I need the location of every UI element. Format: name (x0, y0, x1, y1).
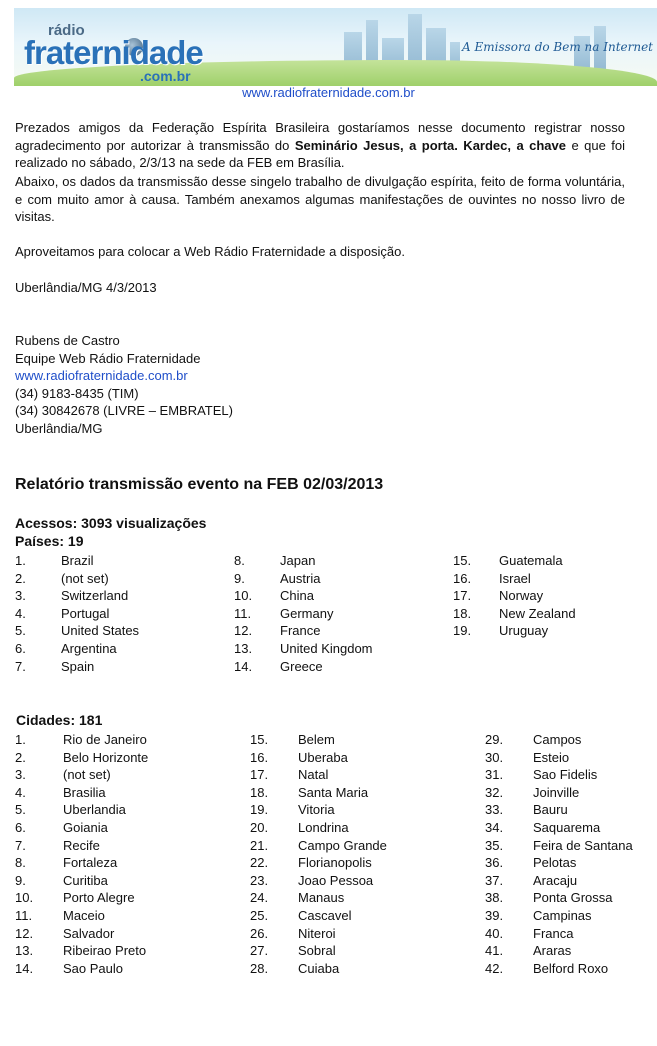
city-item (250, 749, 475, 767)
country-item-name: Greece (280, 658, 323, 674)
city-item (485, 784, 655, 802)
city-item-number: 37. (485, 872, 504, 888)
country-item-name: Japan (280, 553, 316, 568)
city-item (250, 889, 475, 907)
city-item-name: Ponta Grossa (533, 890, 613, 906)
city-item-number: 23. (250, 872, 269, 888)
city-item-number: 9. (15, 872, 26, 888)
city-item-number: 24. (250, 890, 269, 906)
city-item (15, 766, 240, 784)
city-item-name: Joao Pessoa (298, 872, 374, 888)
city-item-number: 12. (15, 925, 34, 941)
country-item-number: 15. (453, 553, 472, 568)
city-item-name: Aracaju (533, 872, 578, 888)
city-item-name: Franca (533, 925, 574, 941)
city-item-number: 38. (485, 890, 504, 906)
city-item-number: 3. (15, 767, 26, 783)
signature-phone-embratel: (34) 30842678 (LIVRE – EMBRATEL) (15, 403, 233, 418)
city-item-name: Belo Horizonte (63, 749, 149, 765)
city-item-name: Pelotas (533, 855, 577, 871)
city-item (15, 801, 240, 819)
city-item (485, 749, 655, 767)
country-item-name: Spain (61, 658, 95, 674)
logo-domain: .com.br (140, 68, 191, 84)
country-item-name: Uruguay (499, 623, 549, 639)
city-item-number: 19. (250, 802, 269, 818)
city-item-name: Florianopolis (298, 855, 372, 871)
city-item-number: 33. (485, 802, 504, 818)
country-item (453, 622, 653, 640)
country-item-name: France (280, 623, 321, 639)
signature-url-link[interactable]: www.radiofraternidade.com.br (15, 368, 188, 383)
countries-column (15, 552, 225, 675)
country-item-number: 8. (234, 553, 245, 568)
city-item (15, 960, 240, 978)
site-url-link[interactable]: www.radiofraternidade.com.br (242, 85, 415, 100)
city-item-name: Belford Roxo (533, 960, 609, 976)
countries-column (234, 552, 444, 675)
country-item (234, 605, 444, 623)
city-item-name: Goiania (63, 819, 108, 835)
country-item (15, 640, 225, 658)
city-item-number: 25. (250, 907, 269, 923)
city-item-number: 41. (485, 943, 504, 959)
city-item-number: 15. (250, 732, 269, 747)
city-item (15, 731, 240, 749)
country-item (234, 570, 444, 588)
city-item-name: Manaus (298, 890, 345, 906)
country-item (15, 587, 225, 605)
city-item-name: Niteroi (298, 925, 336, 941)
city-item-name: Belem (298, 732, 335, 747)
city-item-name: Cuiaba (298, 960, 340, 976)
country-item-number: 13. (234, 640, 253, 656)
cities-column (15, 731, 240, 977)
country-item (15, 570, 225, 588)
city-item (250, 925, 475, 943)
city-item (485, 766, 655, 784)
country-item-number: 6. (15, 640, 26, 656)
country-item-name: New Zealand (499, 605, 576, 621)
city-item (250, 819, 475, 837)
intro-text: Prezados amigos da Federação Espírita Brasileira gostaríamos nesse documento registrar nosso agradecimento por autorizar à transmissão do (15, 120, 625, 153)
city-item (15, 872, 240, 890)
city-item-number: 31. (485, 767, 504, 783)
city-item-number: 18. (250, 784, 269, 800)
city-item-number: 32. (485, 784, 504, 800)
city-item-number: 5. (15, 802, 26, 818)
city-item-name: Sao Fidelis (533, 767, 598, 783)
city-item (250, 872, 475, 890)
tagline: A Emissora do Bem na Internet (461, 40, 653, 54)
signature-name: Rubens de Castro (15, 333, 120, 348)
seminar-title: Seminário Jesus, a porta. Kardec, a chave (294, 137, 566, 153)
city-item (485, 819, 655, 837)
city-item-name: Maceio (63, 907, 105, 923)
city-item (15, 889, 240, 907)
country-item-name: Israel (499, 570, 531, 586)
countries-column (453, 552, 653, 640)
city-item-name: Campinas (533, 907, 592, 923)
city-item-name: Sao Paulo (63, 960, 123, 976)
city-item (15, 925, 240, 943)
city-item-number: 14. (15, 960, 34, 976)
city-item (15, 749, 240, 767)
signature-phone-tim: (34) 9183-8435 (TIM) (15, 386, 139, 401)
city-item-number: 36. (485, 855, 504, 871)
city-item (485, 942, 655, 960)
city-item-name: Santa Maria (298, 784, 369, 800)
city-item (15, 907, 240, 925)
country-item (234, 587, 444, 605)
city-item-name: Ribeirao Preto (63, 943, 147, 959)
city-item-number: 42. (485, 960, 504, 976)
city-item-name: Sobral (298, 943, 336, 959)
city-item-name: Saquarema (533, 819, 601, 835)
country-item-name: United Kingdom (280, 640, 373, 656)
city-item-name: (not set) (63, 767, 111, 783)
country-item (453, 605, 653, 623)
city-item-number: 30. (485, 749, 504, 765)
city-item-name: Feira de Santana (533, 837, 633, 853)
cities-column (250, 731, 475, 977)
country-item (234, 640, 444, 658)
city-item (250, 784, 475, 802)
city-item-name: Salvador (63, 925, 115, 941)
city-item-number: 17. (250, 767, 269, 783)
city-item-number: 22. (250, 855, 269, 871)
city-item-name: Vitoria (298, 802, 335, 818)
country-item-number: 19. (453, 623, 472, 639)
city-item-name: Natal (298, 767, 329, 783)
city-item-name: Esteio (533, 749, 570, 765)
country-item-number: 1. (15, 553, 26, 568)
country-item (453, 552, 653, 570)
city-item-name: Fortaleza (63, 855, 118, 871)
city-item (15, 942, 240, 960)
city-item-number: 13. (15, 943, 34, 959)
country-item (15, 552, 225, 570)
country-item (234, 622, 444, 640)
country-item-name: United States (61, 623, 140, 639)
city-item-number: 39. (485, 907, 504, 923)
city-item (15, 837, 240, 855)
country-item-number: 12. (234, 623, 253, 639)
country-item (453, 570, 653, 588)
city-item-number: 7. (15, 837, 26, 853)
city-item (485, 907, 655, 925)
signature-team: Equipe Web Rádio Fraternidade (15, 351, 201, 366)
city-item-number: 6. (15, 819, 26, 835)
logo-small-text: rádio (48, 22, 85, 39)
country-item-name: Guatemala (499, 553, 563, 568)
cities-column (485, 731, 655, 977)
country-item-name: Switzerland (61, 588, 129, 604)
city-item-name: Araras (533, 943, 572, 959)
city-item (15, 784, 240, 802)
country-item-name: (not set) (61, 570, 109, 586)
city-item-name: Recife (63, 837, 100, 853)
country-item-number: 11. (234, 605, 252, 621)
city-item (250, 854, 475, 872)
countries-label: Países: 19 (15, 533, 84, 549)
city-item (485, 889, 655, 907)
signature-city: Uberlândia/MG (15, 421, 103, 436)
country-item-name: Norway (499, 588, 544, 604)
country-item (453, 587, 653, 605)
country-item (15, 622, 225, 640)
city-item-name: Joinville (533, 784, 580, 800)
country-item-number: 3. (15, 588, 26, 604)
city-item-name: Uberlandia (63, 802, 126, 818)
city-item-number: 40. (485, 925, 504, 941)
city-item (250, 766, 475, 784)
place-date: Uberlândia/MG 4/3/2013 (15, 280, 157, 295)
country-item-number: 4. (15, 605, 26, 621)
city-item-name: Uberaba (298, 749, 348, 765)
city-item (250, 942, 475, 960)
city-item (250, 731, 475, 749)
city-item (15, 819, 240, 837)
country-item-number: 10. (234, 588, 253, 604)
city-item (485, 854, 655, 872)
country-item-name: Brazil (61, 553, 94, 568)
city-item-number: 11. (15, 907, 33, 923)
city-item-name: Rio de Janeiro (63, 732, 147, 747)
country-item (15, 605, 225, 623)
city-item (485, 960, 655, 978)
country-item-number: 5. (15, 623, 26, 639)
country-item (234, 658, 444, 676)
country-item-number: 9. (234, 570, 245, 586)
country-item-name: Austria (280, 570, 321, 586)
city-item-number: 8. (15, 855, 26, 871)
country-item-name: Argentina (61, 640, 117, 656)
city-item (485, 801, 655, 819)
city-item-number: 16. (250, 749, 269, 765)
city-item-number: 28. (250, 960, 269, 976)
city-item (250, 960, 475, 978)
country-item-number: 7. (15, 658, 26, 674)
city-item (250, 907, 475, 925)
country-item-name: Germany (280, 605, 334, 621)
logo-text: fraternidade (24, 34, 203, 71)
city-item-number: 29. (485, 732, 504, 747)
city-item-name: Brasilia (63, 784, 106, 800)
city-item (485, 872, 655, 890)
city-item-name: Campo Grande (298, 837, 387, 853)
header-banner (14, 8, 657, 86)
accesses-count: Acessos: 3093 visualizações (15, 515, 207, 531)
city-item-number: 35. (485, 837, 504, 853)
city-item (250, 837, 475, 855)
city-item-number: 26. (250, 925, 269, 941)
cities-label: Cidades: 181 (16, 712, 103, 728)
city-item-number: 4. (15, 784, 26, 800)
city-item-name: Campos (533, 732, 582, 747)
city-item-number: 10. (15, 890, 34, 906)
country-item-name: China (280, 588, 314, 604)
city-item-name: Porto Alegre (63, 890, 135, 906)
city-item (250, 801, 475, 819)
city-item-number: 27. (250, 943, 269, 959)
country-item-number: 17. (453, 588, 472, 604)
intro-text-end: e que foi realizado no sábado, 2/3/13 na sede da FEB em Brasília. (15, 137, 625, 170)
city-item-name: Curitiba (63, 872, 108, 888)
city-item-name: Bauru (533, 802, 568, 818)
country-item-number: 16. (453, 570, 472, 586)
city-item (485, 731, 655, 749)
city-item-number: 20. (250, 819, 269, 835)
city-item-name: Londrina (298, 819, 349, 835)
city-item-number: 1. (15, 732, 26, 747)
city-item (485, 837, 655, 855)
transmission-paragraph: Abaixo, os dados da transmissão desse singelo trabalho de divulgação espírita, feito de forma voluntária, e com muito amor à causa. Também anexamos algumas manifestações de ouvintes no nosso livro de visitas. (15, 174, 625, 224)
country-item-number: 2. (15, 570, 26, 586)
city-item-name: Cascavel (298, 907, 352, 923)
report-title: Relatório transmissão evento na FEB 02/03/2013 (15, 476, 384, 493)
city-item (485, 925, 655, 943)
city-item (15, 854, 240, 872)
country-item (234, 552, 444, 570)
availability-line: Aproveitamos para colocar a Web Rádio Fraternidade a disposição. (15, 244, 405, 259)
intro-paragraph (15, 119, 625, 172)
country-item-number: 18. (453, 605, 472, 621)
country-item-number: 14. (234, 658, 253, 674)
country-item (15, 658, 225, 676)
city-item-number: 21. (250, 837, 269, 853)
city-item-number: 2. (15, 749, 26, 765)
city-item-number: 34. (485, 819, 504, 835)
country-item-name: Portugal (61, 605, 110, 621)
